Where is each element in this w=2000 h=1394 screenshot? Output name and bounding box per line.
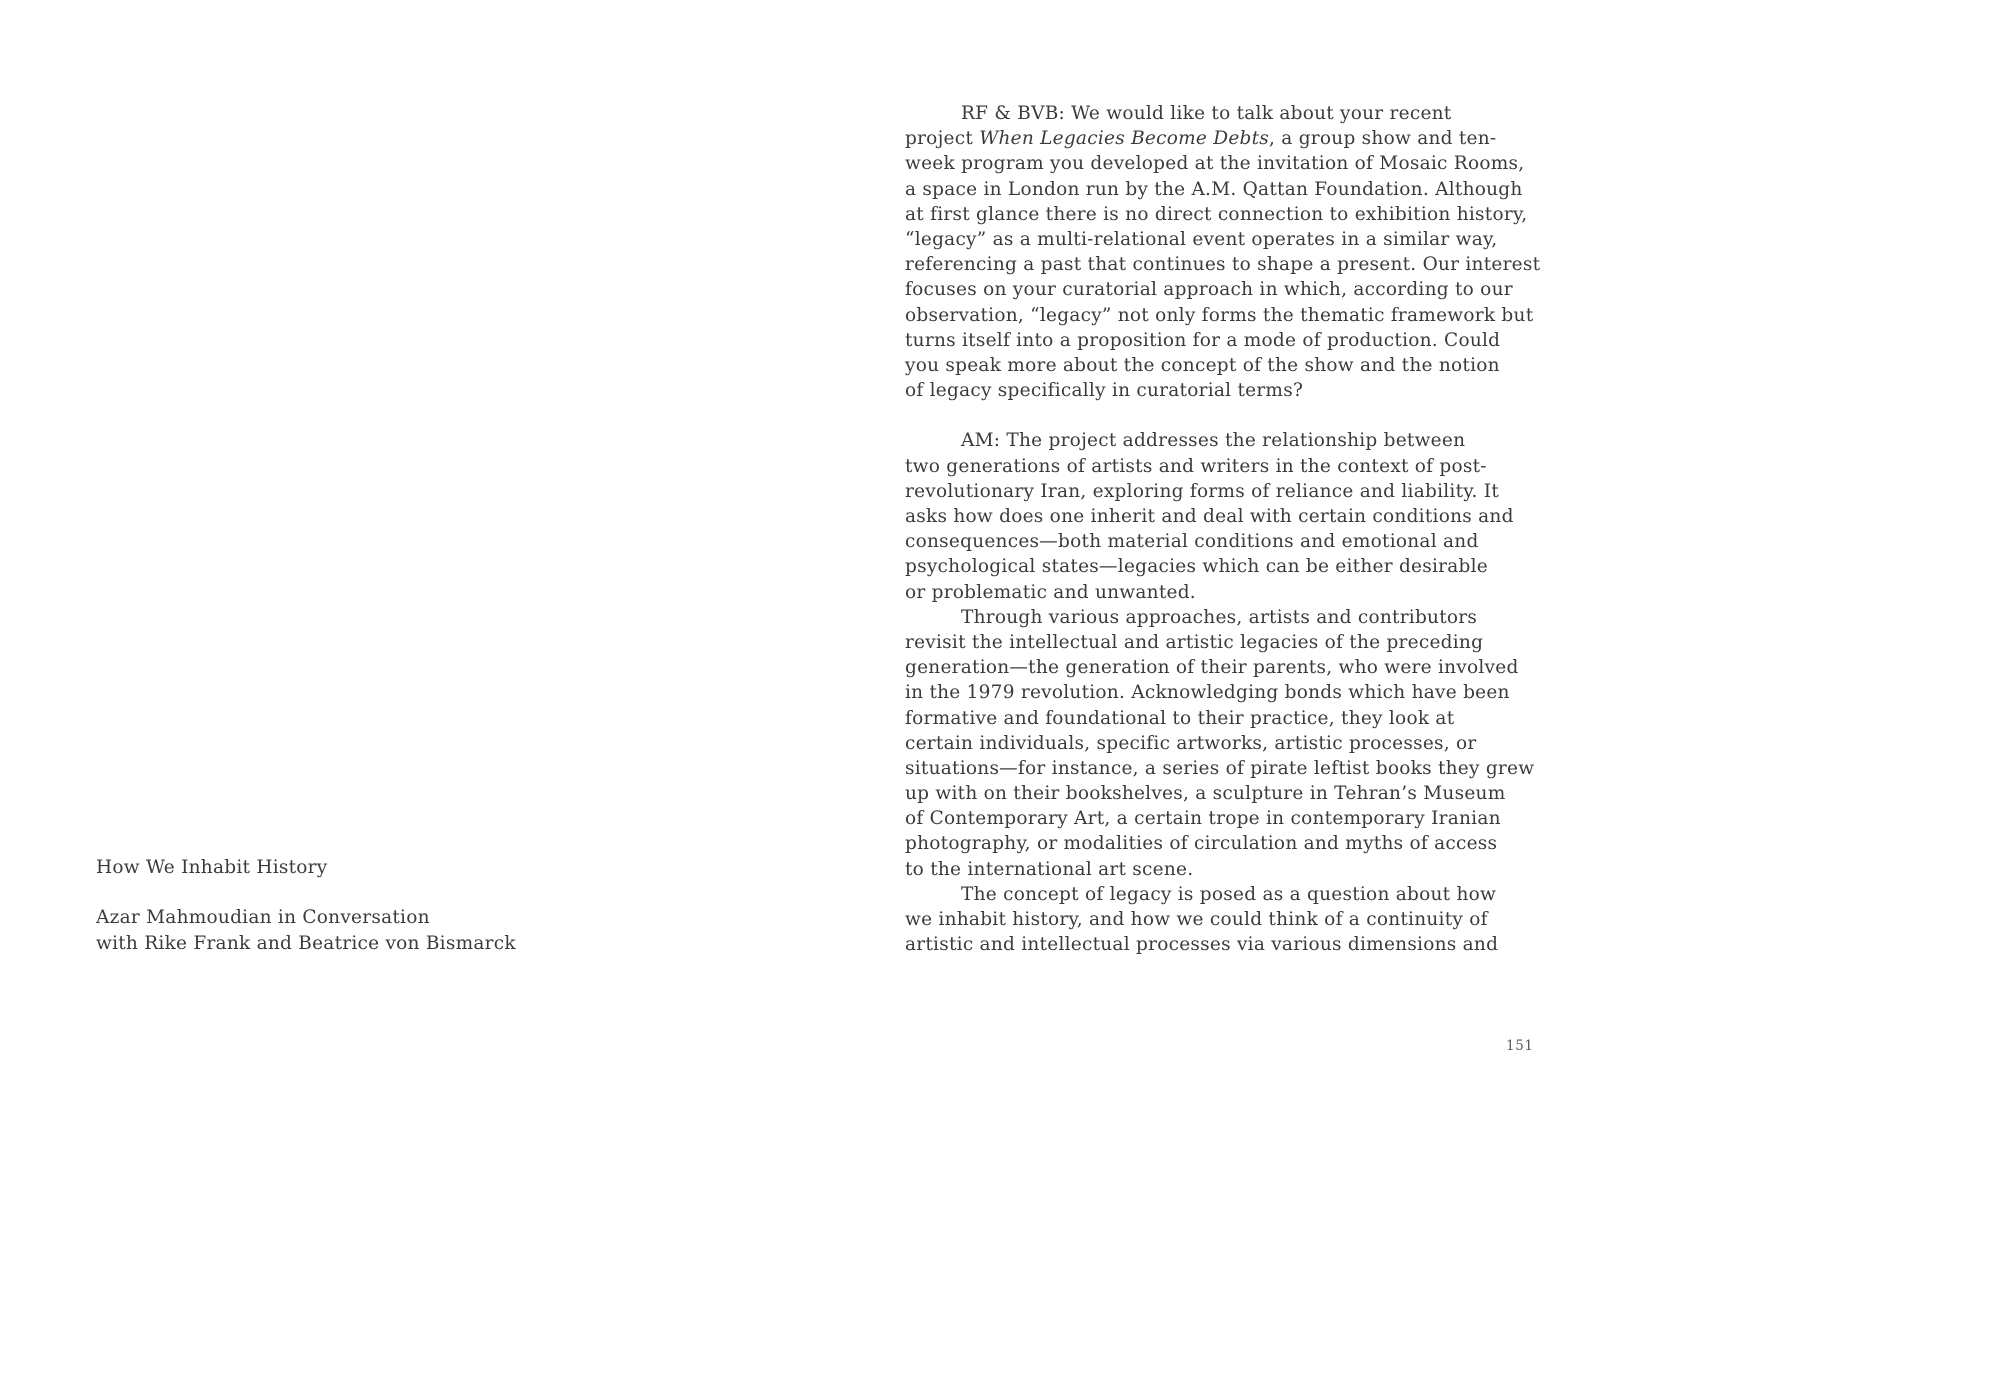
text-line [905,731,1505,756]
text-segment: focuses on your curatorial approach in which, according to our [905,279,1513,301]
text-line [905,655,1519,680]
text-segment: RF & BVB: We would like to talk about your recent [961,103,1452,124]
text-segment: a space in London run by the A.M. Qattan Foundation. Although [905,178,1523,200]
text-segment: certain individuals, specific artworks, artistic processes, or [905,732,1477,754]
text-line [905,151,1525,176]
text-line [905,706,1505,731]
text-line [905,378,1505,403]
paragraph [905,428,1514,604]
text-segment: to the international art scene. [905,858,1194,880]
text-line [905,857,1505,882]
text-line [905,630,1505,655]
text-segment: or problematic and unwanted. [905,581,1196,603]
text-segment: consequences—both material conditions and emotional and [905,531,1479,553]
chapter-heading-block [96,855,616,956]
text-line [905,605,1505,630]
text-line [905,353,1505,378]
text-line [905,932,1505,957]
text-line [905,907,1505,932]
text-line [905,454,1505,479]
text-segment: we inhabit history, and how we could think of a continuity of [905,909,1488,930]
text-segment: psychological states—legacies which can be either desirable [905,556,1488,578]
text-segment: revisit the intellectual and artistic legacies of the preceding [905,631,1484,653]
text-line [905,882,1505,907]
text-line [905,303,1534,328]
text-segment: formative and foundational to their practice, they look at [905,707,1455,729]
text-line [905,202,1528,227]
text-line [905,680,1510,705]
text-line [905,227,1505,252]
text-line [905,252,1541,277]
paragraph [905,101,1541,403]
chapter-title: How We Inhabit History [96,857,328,878]
text-segment: asks how does one inherit and deal with certain conditions and [905,506,1514,527]
text-segment: project [905,128,980,150]
text-line [905,479,1505,504]
text-segment: observation, “legacy” not only forms the thematic framework but [905,304,1534,326]
paragraph [905,605,1535,882]
text-segment: at first glance there is no direct connection to exhibition history, [905,203,1528,225]
text-line [905,529,1505,554]
text-line [905,806,1505,831]
text-line [905,428,1505,453]
text-segment: revolutionary Iran, exploring forms of reliance and liability. It [905,480,1500,502]
text-segment: referencing a past that continues to shape a present. Our interest [905,254,1541,276]
text-segment: AM: The project addresses the relationship between [961,430,1466,452]
chapter-subtitle-line: Azar Mahmoudian in Conversation [96,907,430,929]
text-segment: “legacy” as a multi-relational event operates in a similar way, [905,228,1498,250]
text-segment: Through various approaches, artists and contributors [961,606,1478,628]
text-segment: generation—the generation of their parents, who were involved [905,657,1519,679]
chapter-subtitle [96,905,616,955]
text-segment: of legacy specifically in curatorial terms? [905,380,1304,402]
text-segment: week program you developed at the invitation of Mosaic Rooms, [905,153,1525,175]
text-line [905,781,1505,806]
paragraph [905,882,1505,958]
text-line [905,554,1505,579]
text-line [905,504,1514,529]
text-line [905,277,1513,302]
text-segment: two generations of artists and writers in the context of post- [905,455,1487,477]
text-segment: in the 1979 revolution. Acknowledging bonds which have been [905,682,1510,704]
text-line [905,328,1505,353]
text-segment: The concept of legacy is posed as a question about how [961,883,1497,905]
text-line [905,177,1523,202]
text-line [905,831,1505,856]
page-number: 151 [1506,1038,1534,1054]
text-segment: artistic and intellectual processes via various dimensions and [905,934,1499,956]
chapter-subtitle-line: with Rike Frank and Beatrice von Bismarck [96,932,516,954]
italic-text: When Legacies Become Debts [979,128,1270,150]
text-segment: , a group show and ten- [1269,128,1497,150]
text-segment: you speak more about the concept of the show and the notion [905,354,1500,376]
text-segment: situations—for instance, a series of pirate leftist books they grew [905,757,1535,779]
text-line [905,756,1535,781]
text-segment: of Contemporary Art, a certain trope in contemporary Iranian [905,808,1501,830]
text-segment: photography, or modalities of circulation and myths of access [905,833,1498,855]
text-segment: up with on their bookshelves, a sculpture in Tehran’s Museum [905,783,1506,805]
text-line [905,580,1505,605]
text-line [905,126,1505,151]
text-line [905,101,1505,126]
body-text [905,101,1541,957]
text-segment: turns itself into a proposition for a mode of production. Could [905,329,1501,351]
